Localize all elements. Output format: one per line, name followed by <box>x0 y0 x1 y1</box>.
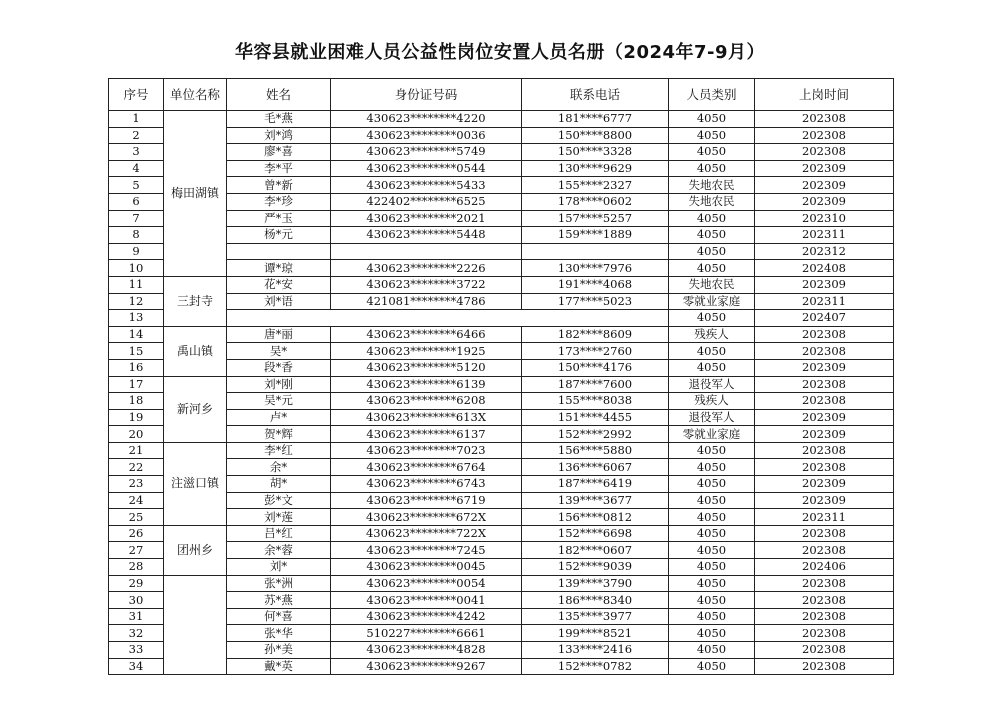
row-number: 7 <box>109 210 164 227</box>
header-unit: 单位名称 <box>164 79 227 111</box>
start-date: 202309 <box>755 492 894 509</box>
phone-number: 152****0782 <box>522 658 669 675</box>
header-phone: 联系电话 <box>522 79 669 111</box>
id-number: 430623********0036 <box>331 127 522 144</box>
person-category: 4050 <box>669 210 755 227</box>
phone-number: 130****9629 <box>522 160 669 177</box>
table-row <box>109 592 894 609</box>
phone-number: 150****3328 <box>522 144 669 161</box>
person-name: 苏*燕 <box>227 592 331 609</box>
person-category: 失地农民 <box>669 193 755 210</box>
phone-number: 199****8521 <box>522 625 669 642</box>
row-number: 28 <box>109 559 164 576</box>
start-date: 202309 <box>755 276 894 293</box>
id-number: 430623********0041 <box>331 592 522 609</box>
phone-number: 186****8340 <box>522 592 669 609</box>
start-date: 202309 <box>755 476 894 493</box>
person-category: 4050 <box>669 575 755 592</box>
person-category: 失地农民 <box>669 276 755 293</box>
start-date: 202309 <box>755 160 894 177</box>
person-category: 4050 <box>669 227 755 244</box>
start-date: 202309 <box>755 193 894 210</box>
person-name: 余*蓉 <box>227 542 331 559</box>
phone-number: 187****6419 <box>522 476 669 493</box>
person-category: 4050 <box>669 525 755 542</box>
start-date: 202308 <box>755 144 894 161</box>
id-number <box>331 243 522 260</box>
id-number: 430623********4220 <box>331 111 522 128</box>
table-row <box>109 608 894 625</box>
start-date: 202308 <box>755 442 894 459</box>
id-number: 430623********2226 <box>331 260 522 277</box>
id-number: 430623********4242 <box>331 608 522 625</box>
person-name: 刘*刚 <box>227 376 331 393</box>
person-category: 残疾人 <box>669 393 755 410</box>
phone-number: 150****8800 <box>522 127 669 144</box>
person-name: 刘*莲 <box>227 509 331 526</box>
header-no: 序号 <box>109 79 164 111</box>
person-name: 戴*英 <box>227 658 331 675</box>
header-type: 人员类别 <box>669 79 755 111</box>
unit-name: 禹山镇 <box>164 326 227 376</box>
phone-number: 159****1889 <box>522 227 669 244</box>
start-date: 202309 <box>755 359 894 376</box>
row-number: 1 <box>109 111 164 128</box>
id-number: 510227********6661 <box>331 625 522 642</box>
phone-number: 156****5880 <box>522 442 669 459</box>
person-category: 退役军人 <box>669 409 755 426</box>
person-name: 廖*喜 <box>227 144 331 161</box>
person-name: 刘*语 <box>227 293 331 310</box>
person-name: 卢* <box>227 409 331 426</box>
person-name: 段*香 <box>227 359 331 376</box>
start-date: 202311 <box>755 227 894 244</box>
row-number: 32 <box>109 625 164 642</box>
person-name: 贺*辉 <box>227 426 331 443</box>
person-name: 余* <box>227 459 331 476</box>
row-number: 9 <box>109 243 164 260</box>
start-date: 202308 <box>755 343 894 360</box>
person-category: 失地农民 <box>669 177 755 194</box>
person-category: 4050 <box>669 559 755 576</box>
person-name: 花*安 <box>227 276 331 293</box>
person-name: 毛*燕 <box>227 111 331 128</box>
person-category: 4050 <box>669 459 755 476</box>
table-row <box>109 359 894 376</box>
unit-name: 三封寺 <box>164 276 227 326</box>
phone-number: 136****6067 <box>522 459 669 476</box>
row-number: 13 <box>109 310 164 327</box>
row-number: 29 <box>109 575 164 592</box>
row-number: 16 <box>109 359 164 376</box>
person-name: 孙*美 <box>227 642 331 659</box>
id-number: 430623********5120 <box>331 359 522 376</box>
row-number: 6 <box>109 193 164 210</box>
row-number: 30 <box>109 592 164 609</box>
id-number: 422402********6525 <box>331 193 522 210</box>
start-date: 202407 <box>755 310 894 327</box>
start-date: 202309 <box>755 409 894 426</box>
table-row <box>109 210 894 227</box>
person-category: 4050 <box>669 343 755 360</box>
start-date: 202308 <box>755 459 894 476</box>
person-category: 残疾人 <box>669 326 755 343</box>
table-row <box>109 426 894 443</box>
row-number: 34 <box>109 658 164 675</box>
merged-blank-cell <box>227 310 669 327</box>
person-category: 4050 <box>669 658 755 675</box>
table-row <box>109 127 894 144</box>
phone-number: 152****2992 <box>522 426 669 443</box>
start-date: 202311 <box>755 293 894 310</box>
person-category: 4050 <box>669 359 755 376</box>
phone-number: 135****3977 <box>522 608 669 625</box>
row-number: 18 <box>109 393 164 410</box>
table-row <box>109 658 894 675</box>
header-id: 身份证号码 <box>331 79 522 111</box>
header-date: 上岗时间 <box>755 79 894 111</box>
table-row <box>109 111 894 128</box>
person-category: 退役军人 <box>669 376 755 393</box>
row-number: 19 <box>109 409 164 426</box>
person-category: 4050 <box>669 476 755 493</box>
row-number: 11 <box>109 276 164 293</box>
person-name: 杨*元 <box>227 227 331 244</box>
start-date: 202308 <box>755 575 894 592</box>
person-name: 谭*琼 <box>227 260 331 277</box>
id-number: 430623********6137 <box>331 426 522 443</box>
unit-name: 新河乡 <box>164 376 227 442</box>
start-date: 202308 <box>755 376 894 393</box>
row-number: 10 <box>109 260 164 277</box>
row-number: 8 <box>109 227 164 244</box>
phone-number: 139****3790 <box>522 575 669 592</box>
table-row <box>109 193 894 210</box>
table-row <box>109 343 894 360</box>
phone-number: 177****5023 <box>522 293 669 310</box>
id-number: 430623********0544 <box>331 160 522 177</box>
phone-number: 152****6698 <box>522 525 669 542</box>
phone-number: 181****6777 <box>522 111 669 128</box>
person-name: 彭*文 <box>227 492 331 509</box>
table-row <box>109 276 894 293</box>
person-name: 张*华 <box>227 625 331 642</box>
person-name: 刘*鸿 <box>227 127 331 144</box>
id-number: 421081********4786 <box>331 293 522 310</box>
person-name: 李*红 <box>227 442 331 459</box>
person-category: 4050 <box>669 127 755 144</box>
id-number: 430623********5433 <box>331 177 522 194</box>
person-category: 4050 <box>669 608 755 625</box>
person-category: 4050 <box>669 144 755 161</box>
start-date: 202308 <box>755 658 894 675</box>
document-title: 华容县就业困难人员公益性岗位安置人员名册（2024年7-9月） <box>234 42 766 63</box>
phone-number: 151****4455 <box>522 409 669 426</box>
unit-name <box>164 575 227 675</box>
id-number: 430623********1925 <box>331 343 522 360</box>
row-number: 4 <box>109 160 164 177</box>
row-number: 25 <box>109 509 164 526</box>
person-name: 李*珍 <box>227 193 331 210</box>
id-number: 430623********6743 <box>331 476 522 493</box>
person-category: 零就业家庭 <box>669 426 755 443</box>
person-category: 4050 <box>669 625 755 642</box>
row-number: 15 <box>109 343 164 360</box>
phone-number: 182****0607 <box>522 542 669 559</box>
unit-name: 梅田湖镇 <box>164 111 227 277</box>
id-number: 430623********2021 <box>331 210 522 227</box>
person-category: 4050 <box>669 111 755 128</box>
id-number: 430623********6719 <box>331 492 522 509</box>
row-number: 33 <box>109 642 164 659</box>
start-date: 202308 <box>755 625 894 642</box>
id-number: 430623********613X <box>331 409 522 426</box>
phone-number: 187****7600 <box>522 376 669 393</box>
id-number: 430623********5749 <box>331 144 522 161</box>
start-date: 202408 <box>755 260 894 277</box>
table-row <box>109 559 894 576</box>
person-category: 4050 <box>669 310 755 327</box>
person-name <box>227 243 331 260</box>
start-date: 202308 <box>755 127 894 144</box>
phone-number: 150****4176 <box>522 359 669 376</box>
table-row <box>109 442 894 459</box>
table-row <box>109 260 894 277</box>
table-row <box>109 476 894 493</box>
person-category: 零就业家庭 <box>669 293 755 310</box>
id-number: 430623********7245 <box>331 542 522 559</box>
row-number: 3 <box>109 144 164 161</box>
table-row <box>109 243 894 260</box>
phone-number: 182****8609 <box>522 326 669 343</box>
table-row <box>109 393 894 410</box>
person-category: 4050 <box>669 160 755 177</box>
start-date: 202309 <box>755 426 894 443</box>
id-number: 430623********672X <box>331 509 522 526</box>
id-number: 430623********5448 <box>331 227 522 244</box>
table-row <box>109 326 894 343</box>
person-category: 4050 <box>669 542 755 559</box>
start-date: 202308 <box>755 393 894 410</box>
row-number: 24 <box>109 492 164 509</box>
person-name: 唐*丽 <box>227 326 331 343</box>
person-name: 刘* <box>227 559 331 576</box>
start-date: 202406 <box>755 559 894 576</box>
person-name: 吕*红 <box>227 525 331 542</box>
id-number: 430623********6764 <box>331 459 522 476</box>
id-number: 430623********0045 <box>331 559 522 576</box>
person-name: 何*喜 <box>227 608 331 625</box>
start-date: 202308 <box>755 542 894 559</box>
start-date: 202308 <box>755 608 894 625</box>
table-row <box>109 160 894 177</box>
person-category: 4050 <box>669 592 755 609</box>
row-number: 21 <box>109 442 164 459</box>
start-date: 202312 <box>755 243 894 260</box>
table-row <box>109 409 894 426</box>
start-date: 202309 <box>755 177 894 194</box>
start-date: 202308 <box>755 326 894 343</box>
person-name: 严*玉 <box>227 210 331 227</box>
id-number: 430623********0054 <box>331 575 522 592</box>
start-date: 202308 <box>755 642 894 659</box>
table-header-row <box>109 79 894 111</box>
person-name: 曾*新 <box>227 177 331 194</box>
start-date: 202310 <box>755 210 894 227</box>
id-number: 430623********722X <box>331 525 522 542</box>
person-category: 4050 <box>669 442 755 459</box>
start-date: 202311 <box>755 509 894 526</box>
row-number: 5 <box>109 177 164 194</box>
phone-number: 133****2416 <box>522 642 669 659</box>
phone-number: 173****2760 <box>522 343 669 360</box>
start-date: 202308 <box>755 111 894 128</box>
phone-number: 130****7976 <box>522 260 669 277</box>
person-name: 吴*元 <box>227 393 331 410</box>
row-number: 22 <box>109 459 164 476</box>
phone-number: 139****3677 <box>522 492 669 509</box>
person-name: 李*平 <box>227 160 331 177</box>
id-number: 430623********3722 <box>331 276 522 293</box>
table-row <box>109 227 894 244</box>
person-category: 4050 <box>669 509 755 526</box>
table-row <box>109 625 894 642</box>
row-number: 12 <box>109 293 164 310</box>
person-category: 4050 <box>669 492 755 509</box>
person-name: 吴* <box>227 343 331 360</box>
table-row <box>109 542 894 559</box>
unit-name: 注滋口镇 <box>164 442 227 525</box>
header-name: 姓名 <box>227 79 331 111</box>
id-number: 430623********4828 <box>331 642 522 659</box>
row-number: 26 <box>109 525 164 542</box>
table-row <box>109 509 894 526</box>
table-row <box>109 144 894 161</box>
table-row <box>109 525 894 542</box>
phone-number: 155****8038 <box>522 393 669 410</box>
person-name: 张*洲 <box>227 575 331 592</box>
phone-number: 157****5257 <box>522 210 669 227</box>
start-date: 202308 <box>755 525 894 542</box>
person-category: 4050 <box>669 260 755 277</box>
row-number: 14 <box>109 326 164 343</box>
row-number: 17 <box>109 376 164 393</box>
person-category: 4050 <box>669 243 755 260</box>
id-number: 430623********7023 <box>331 442 522 459</box>
phone-number: 152****9039 <box>522 559 669 576</box>
table-row <box>109 293 894 310</box>
table-row <box>109 376 894 393</box>
id-number: 430623********6466 <box>331 326 522 343</box>
phone-number <box>522 243 669 260</box>
person-category: 4050 <box>669 642 755 659</box>
table-row <box>109 642 894 659</box>
id-number: 430623********9267 <box>331 658 522 675</box>
table-row <box>109 310 894 327</box>
unit-name: 团州乡 <box>164 525 227 575</box>
personnel-table <box>108 78 894 675</box>
start-date: 202308 <box>755 592 894 609</box>
id-number: 430623********6208 <box>331 393 522 410</box>
row-number: 27 <box>109 542 164 559</box>
row-number: 31 <box>109 608 164 625</box>
phone-number: 191****4068 <box>522 276 669 293</box>
row-number: 20 <box>109 426 164 443</box>
row-number: 23 <box>109 476 164 493</box>
phone-number: 156****0812 <box>522 509 669 526</box>
table-row <box>109 492 894 509</box>
table-row <box>109 459 894 476</box>
table-row <box>109 575 894 592</box>
row-number: 2 <box>109 127 164 144</box>
phone-number: 155****2327 <box>522 177 669 194</box>
table-row <box>109 177 894 194</box>
phone-number: 178****0602 <box>522 193 669 210</box>
id-number: 430623********6139 <box>331 376 522 393</box>
person-name: 胡* <box>227 476 331 493</box>
